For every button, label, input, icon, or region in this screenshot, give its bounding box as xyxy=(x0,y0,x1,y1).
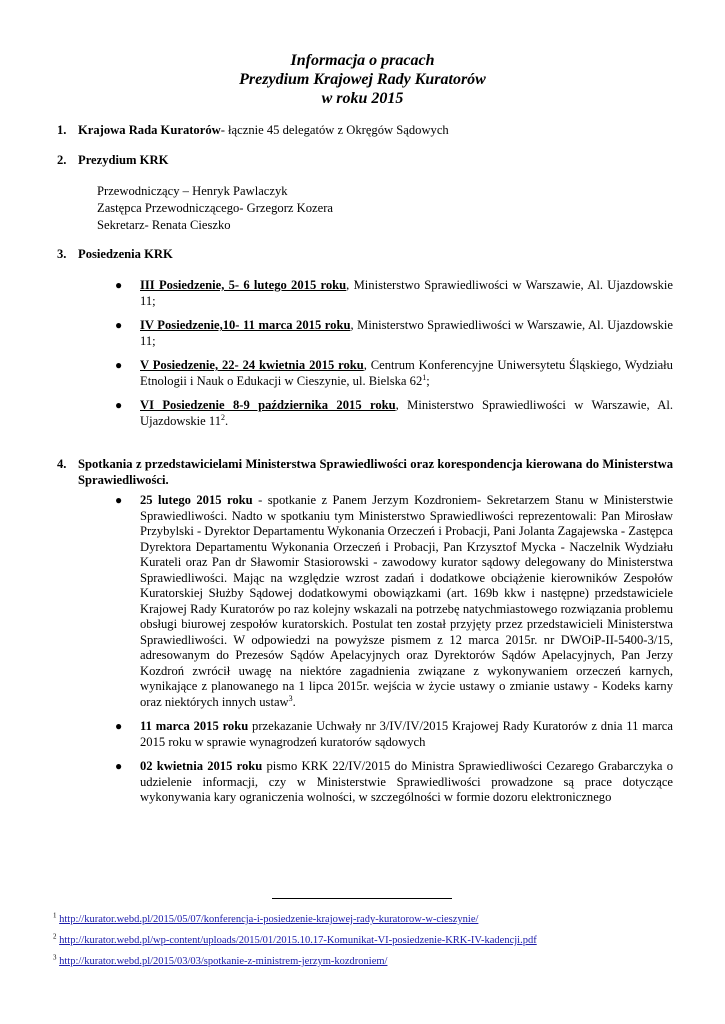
section-2-heading: Prezydium KRK xyxy=(78,153,169,167)
footnote-3 xyxy=(53,955,387,968)
bullet-icon: ● xyxy=(115,278,123,292)
title-line-2: Prezydium Krajowej Rady Kuratorów xyxy=(239,71,486,88)
list-item xyxy=(113,493,673,710)
list-item xyxy=(113,358,673,389)
section-1-number: 1. xyxy=(57,123,67,137)
punctuation: ; xyxy=(426,373,430,388)
entry-text: pismo KRK 22/IV/2015 do Ministra Sprawiedliwości Cezarego Grabarczyka o udzielenie informacji, czy w Ministerstwie Sprawiedliwości prowadzone są prace dotyczące wykonywania kary ograniczenia wolności, w szczególności w formie dozoru elektronicznego xyxy=(140,759,673,804)
member-secretary: Sekretarz- Renata Cieszko xyxy=(97,218,231,233)
punctuation: . xyxy=(292,694,296,709)
meeting-place: , Ministerstwo Sprawiedliwości w Warszawie, Al. Ujazdowskie 11; xyxy=(140,318,673,348)
section-3-number: 3. xyxy=(57,247,67,261)
meeting-place: , Centrum Konferencyjne Uniwersytetu Śląskiego, Wydziału Etnologii i Nauk o Edukacji w Cieszynie, ul. Bielska 62 xyxy=(140,358,673,388)
footnote-ref: 2 xyxy=(221,412,226,422)
entry-text: przekazanie Uchwały nr 3/IV/IV/2015 Krajowej Rady Kuratorów z dnia 11 marca 2015 roku w sprawie wynagrodzeń kuratorów sądowych xyxy=(140,719,673,749)
section-1-bold: Krajowa Rada Kuratorów xyxy=(78,123,221,137)
meeting-title: III Posiedzenie, 5- 6 lutego 2015 roku xyxy=(140,278,347,292)
list-item xyxy=(113,719,673,750)
punctuation: . xyxy=(225,413,229,428)
entry-date: 02 kwietnia 2015 roku xyxy=(140,759,263,773)
footnote-ref: 3 xyxy=(288,693,293,703)
section-4-heading: Spotkania z przedstawicielami Ministerstwa Sprawiedliwości oraz korespondencja kierowana do Ministerstwa Sprawiedliwości. xyxy=(78,457,673,487)
footnote-link[interactable]: http://kurator.webd.pl/2015/03/03/spotkanie-z-ministrem-jerzym-kozdroniem/ xyxy=(59,956,388,967)
footnote-2 xyxy=(53,934,537,947)
meeting-title: V Posiedzenie, 22- 24 kwietnia 2015 roku xyxy=(140,358,364,372)
footnote-link[interactable]: http://kurator.webd.pl/wp-content/uploads/2015/01/2015.10.17-Komunikat-VI-posiedzenie-KRK-IV-kadencji.pdf xyxy=(59,935,537,946)
list-item xyxy=(113,318,673,349)
footnote-separator xyxy=(272,898,452,899)
section-3-heading: Posiedzenia KRK xyxy=(78,247,173,261)
list-item xyxy=(113,759,673,806)
bullet-icon: ● xyxy=(115,759,123,773)
meeting-title: IV Posiedzenie,10- 11 marca 2015 roku xyxy=(140,318,351,332)
meeting-place: , Ministerstwo Sprawiedliwości w Warszawie, Al. Ujazdowskie 11; xyxy=(140,278,673,308)
bullet-icon: ● xyxy=(115,719,123,733)
list-item xyxy=(113,398,673,429)
entry-text: - spotkanie z Panem Jerzym Kozdroniem- Sekretarzem Stanu w Ministerstwie Sprawiedliwości. Nadto w spotkaniu tym Ministerstwo Sprawiedliwości reprezentowali: Pan Mirosław Przybylski - Dyrektor Departamentu Wykonania Orzeczeń i Probacji, Pani Jolanta Zagajewska - Zastępca Dyrektora Departamentu Wykonania Orzeczeń i Probacji, Pan Krzysztof Mycka - Naczelnik Wydziału Kurateli oraz Pan dr Sławomir Stasiorowski - zawodowy kurator sądowy delegowany do Ministerstwa Sprawiedliwości. Mając na względzie wzrost zadań i dodatkowe obciążenie kierowników Zespołów Kuratorskiej Służby Sądowej dodatkowymi obowiązkami (art. 169b kkw i następne) przedstawiciele Krajowej Rady Kuratorów po raz kolejny wskazali na potrzebę natychmiastowego rozwiązania problemu obsługi biurowej zespołów kuratorskich. Postulat ten został przyjęty przez przedstawicieli Ministerstwa Sprawiedliwości. W odpowiedzi na powyższe pismem z 12 marca 2015r. nr DWOiP-II-5400-3/15, adresowanym do Prezesów Sądów Apelacyjnych oraz Dyrektorów Sądów Apelacyjnych, Pan Jerzy Kozdroń zwrócił uwagę na niektóre zagadnienia związane z wykonywaniem orzeczeń karnych, wynikające z planowanego na 1 lipca 2015r. wejścia w życie ustawy o zmianie ustawy - Kodeks karny oraz niektórych innych ustaw xyxy=(140,493,674,709)
footnote-1 xyxy=(53,913,478,926)
meetings-correspondence-list xyxy=(113,493,673,806)
member-deputy: Zastępca Przewodniczącego- Grzegorz Kozera xyxy=(97,201,333,216)
entry-date: 25 lutego 2015 roku xyxy=(140,493,253,507)
document-title xyxy=(0,51,725,108)
entry-date: 11 marca 2015 roku xyxy=(140,719,249,733)
list-item xyxy=(113,278,673,309)
footnote-number: 3 xyxy=(53,953,57,962)
footnote-number: 2 xyxy=(53,932,57,941)
meeting-place: , Ministerstwo Sprawiedliwości w Warszawie, Al. Ujazdowskie 11 xyxy=(140,398,673,428)
section-1-text xyxy=(78,123,673,139)
section-4-number: 4. xyxy=(57,457,67,471)
footnote-link[interactable]: http://kurator.webd.pl/2015/05/07/konferencja-i-posiedzenie-krajowej-rady-kuratorow-w-cieszynie/ xyxy=(59,914,479,925)
footnote-number: 1 xyxy=(53,911,57,920)
section-2-number: 2. xyxy=(57,153,67,167)
meetings-list xyxy=(113,278,673,429)
title-line-1: Informacja o pracach xyxy=(290,52,435,69)
bullet-icon: ● xyxy=(115,358,123,372)
title-line-3: w roku 2015 xyxy=(321,90,404,107)
bullet-icon: ● xyxy=(115,318,123,332)
footnote-ref: 1 xyxy=(422,372,427,382)
section-1-rest: - łącznie 45 delegatów z Okręgów Sądowych xyxy=(220,123,449,137)
bullet-icon: ● xyxy=(115,398,123,412)
member-chairman: Przewodniczący – Henryk Pawlaczyk xyxy=(97,184,288,198)
meeting-title: VI Posiedzenie 8-9 października 2015 roku xyxy=(140,398,396,412)
bullet-icon: ● xyxy=(115,493,123,507)
presidium-members xyxy=(97,183,333,235)
